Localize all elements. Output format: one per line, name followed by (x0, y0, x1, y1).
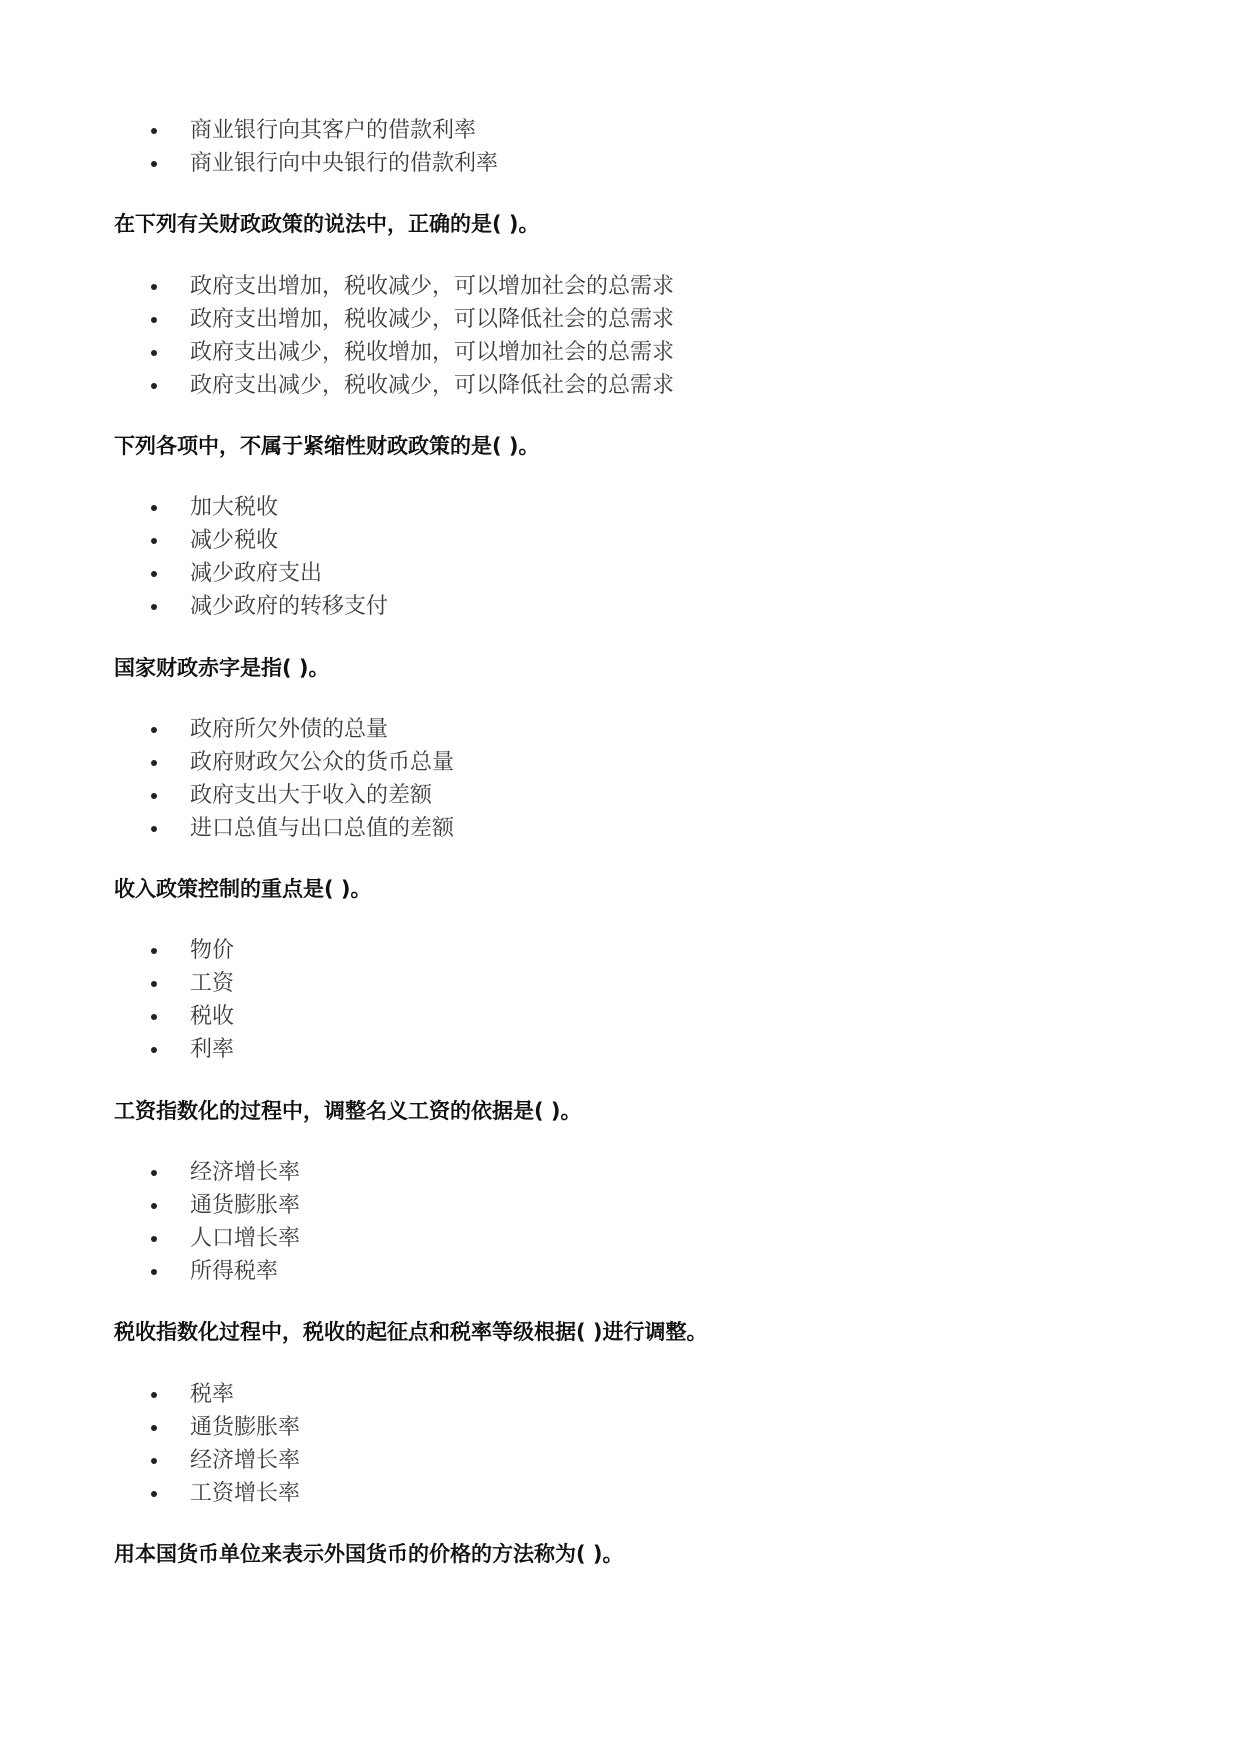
bullet-icon (151, 1491, 157, 1497)
option-list (0, 270, 1241, 402)
bullet-icon (151, 760, 157, 766)
option-item (0, 934, 1241, 967)
option-text: 商业银行向中央银行的借款利率 (190, 151, 499, 176)
bullet-icon (151, 161, 157, 167)
bullet-icon (151, 317, 157, 323)
option-item (0, 369, 1241, 402)
question-title: 在下列有关财政政策的说法中，正确的是( )。 (114, 212, 540, 236)
question-title: 下列各项中，不属于紧缩性财政政策的是( )。 (114, 434, 540, 458)
bullet-icon (151, 793, 157, 799)
option-item (0, 967, 1241, 1000)
option-item (0, 1378, 1241, 1411)
bullet-icon (151, 1236, 157, 1242)
option-text: 减少税收 (190, 528, 279, 553)
option-item (0, 557, 1241, 590)
option-item (0, 713, 1241, 746)
option-text: 政府支出增加，税收减少，可以降低社会的总需求 (190, 307, 675, 332)
option-item (0, 524, 1241, 557)
bullet-icon (151, 727, 157, 733)
bullet-icon (151, 1458, 157, 1464)
option-item (0, 1000, 1241, 1033)
bullet-icon (151, 350, 157, 356)
option-text: 政府支出增加，税收减少，可以增加社会的总需求 (190, 274, 675, 299)
option-text: 通货膨胀率 (190, 1415, 301, 1440)
option-text: 减少政府的转移支付 (190, 594, 389, 619)
question-title: 国家财政赤字是指( )。 (114, 656, 330, 680)
option-list (0, 934, 1241, 1066)
bullet-icon (151, 383, 157, 389)
option-item (0, 1411, 1241, 1444)
bullet-icon (151, 1170, 157, 1176)
option-item (0, 1255, 1241, 1288)
option-text: 商业银行向其客户的借款利率 (190, 118, 477, 143)
option-item (0, 147, 1241, 180)
option-text: 物价 (190, 938, 235, 963)
bullet-icon (151, 1269, 157, 1275)
option-text: 经济增长率 (190, 1160, 301, 1185)
option-item (0, 336, 1241, 369)
option-text: 工资 (190, 971, 235, 996)
option-item (0, 746, 1241, 779)
option-list (0, 1378, 1241, 1510)
bullet-icon (151, 1014, 157, 1020)
option-text: 通货膨胀率 (190, 1193, 301, 1218)
option-item (0, 1222, 1241, 1255)
bullet-icon (151, 948, 157, 954)
option-item (0, 1033, 1241, 1066)
option-text: 税收 (190, 1004, 235, 1029)
question-title: 税收指数化过程中，税收的起征点和税率等级根据( )进行调整。 (114, 1320, 708, 1344)
option-text: 利率 (190, 1037, 235, 1062)
bullet-icon (151, 981, 157, 987)
option-item (0, 779, 1241, 812)
option-item (0, 1477, 1241, 1510)
option-text: 税率 (190, 1382, 235, 1407)
bullet-icon (151, 1425, 157, 1431)
option-item (0, 491, 1241, 524)
option-item (0, 1189, 1241, 1222)
bullet-icon (151, 1392, 157, 1398)
bullet-icon (151, 826, 157, 832)
option-text: 政府支出减少，税收增加，可以增加社会的总需求 (190, 340, 675, 365)
bullet-icon (151, 1047, 157, 1053)
option-text: 减少政府支出 (190, 561, 323, 586)
option-list (0, 713, 1241, 845)
option-text: 工资增长率 (190, 1481, 301, 1506)
bullet-icon (151, 505, 157, 511)
option-list (0, 491, 1241, 623)
option-list-leading (0, 114, 1241, 180)
option-text: 政府财政欠公众的货币总量 (190, 750, 455, 775)
option-item (0, 1156, 1241, 1189)
bullet-icon (151, 538, 157, 544)
question-title: 用本国货币单位来表示外国货币的价格的方法称为( )。 (114, 1542, 624, 1566)
option-item (0, 812, 1241, 845)
question-title: 工资指数化的过程中，调整名义工资的依据是( )。 (114, 1099, 582, 1123)
option-text: 政府所欠外债的总量 (190, 717, 389, 742)
bullet-icon (151, 604, 157, 610)
option-list (0, 1156, 1241, 1288)
option-item (0, 303, 1241, 336)
option-text: 进口总值与出口总值的差额 (190, 816, 455, 841)
bullet-icon (151, 571, 157, 577)
option-text: 政府支出大于收入的差额 (190, 783, 433, 808)
bullet-icon (151, 1203, 157, 1209)
option-text: 所得税率 (190, 1259, 279, 1284)
option-item (0, 1444, 1241, 1477)
bullet-icon (151, 284, 157, 290)
question-title: 收入政策控制的重点是( )。 (114, 877, 372, 901)
option-text: 政府支出减少，税收减少，可以降低社会的总需求 (190, 373, 675, 398)
option-item (0, 590, 1241, 623)
option-text: 加大税收 (190, 495, 279, 520)
option-item (0, 270, 1241, 303)
bullet-icon (151, 128, 157, 134)
option-text: 经济增长率 (190, 1448, 301, 1473)
option-item (0, 114, 1241, 147)
option-text: 人口增长率 (190, 1226, 301, 1251)
